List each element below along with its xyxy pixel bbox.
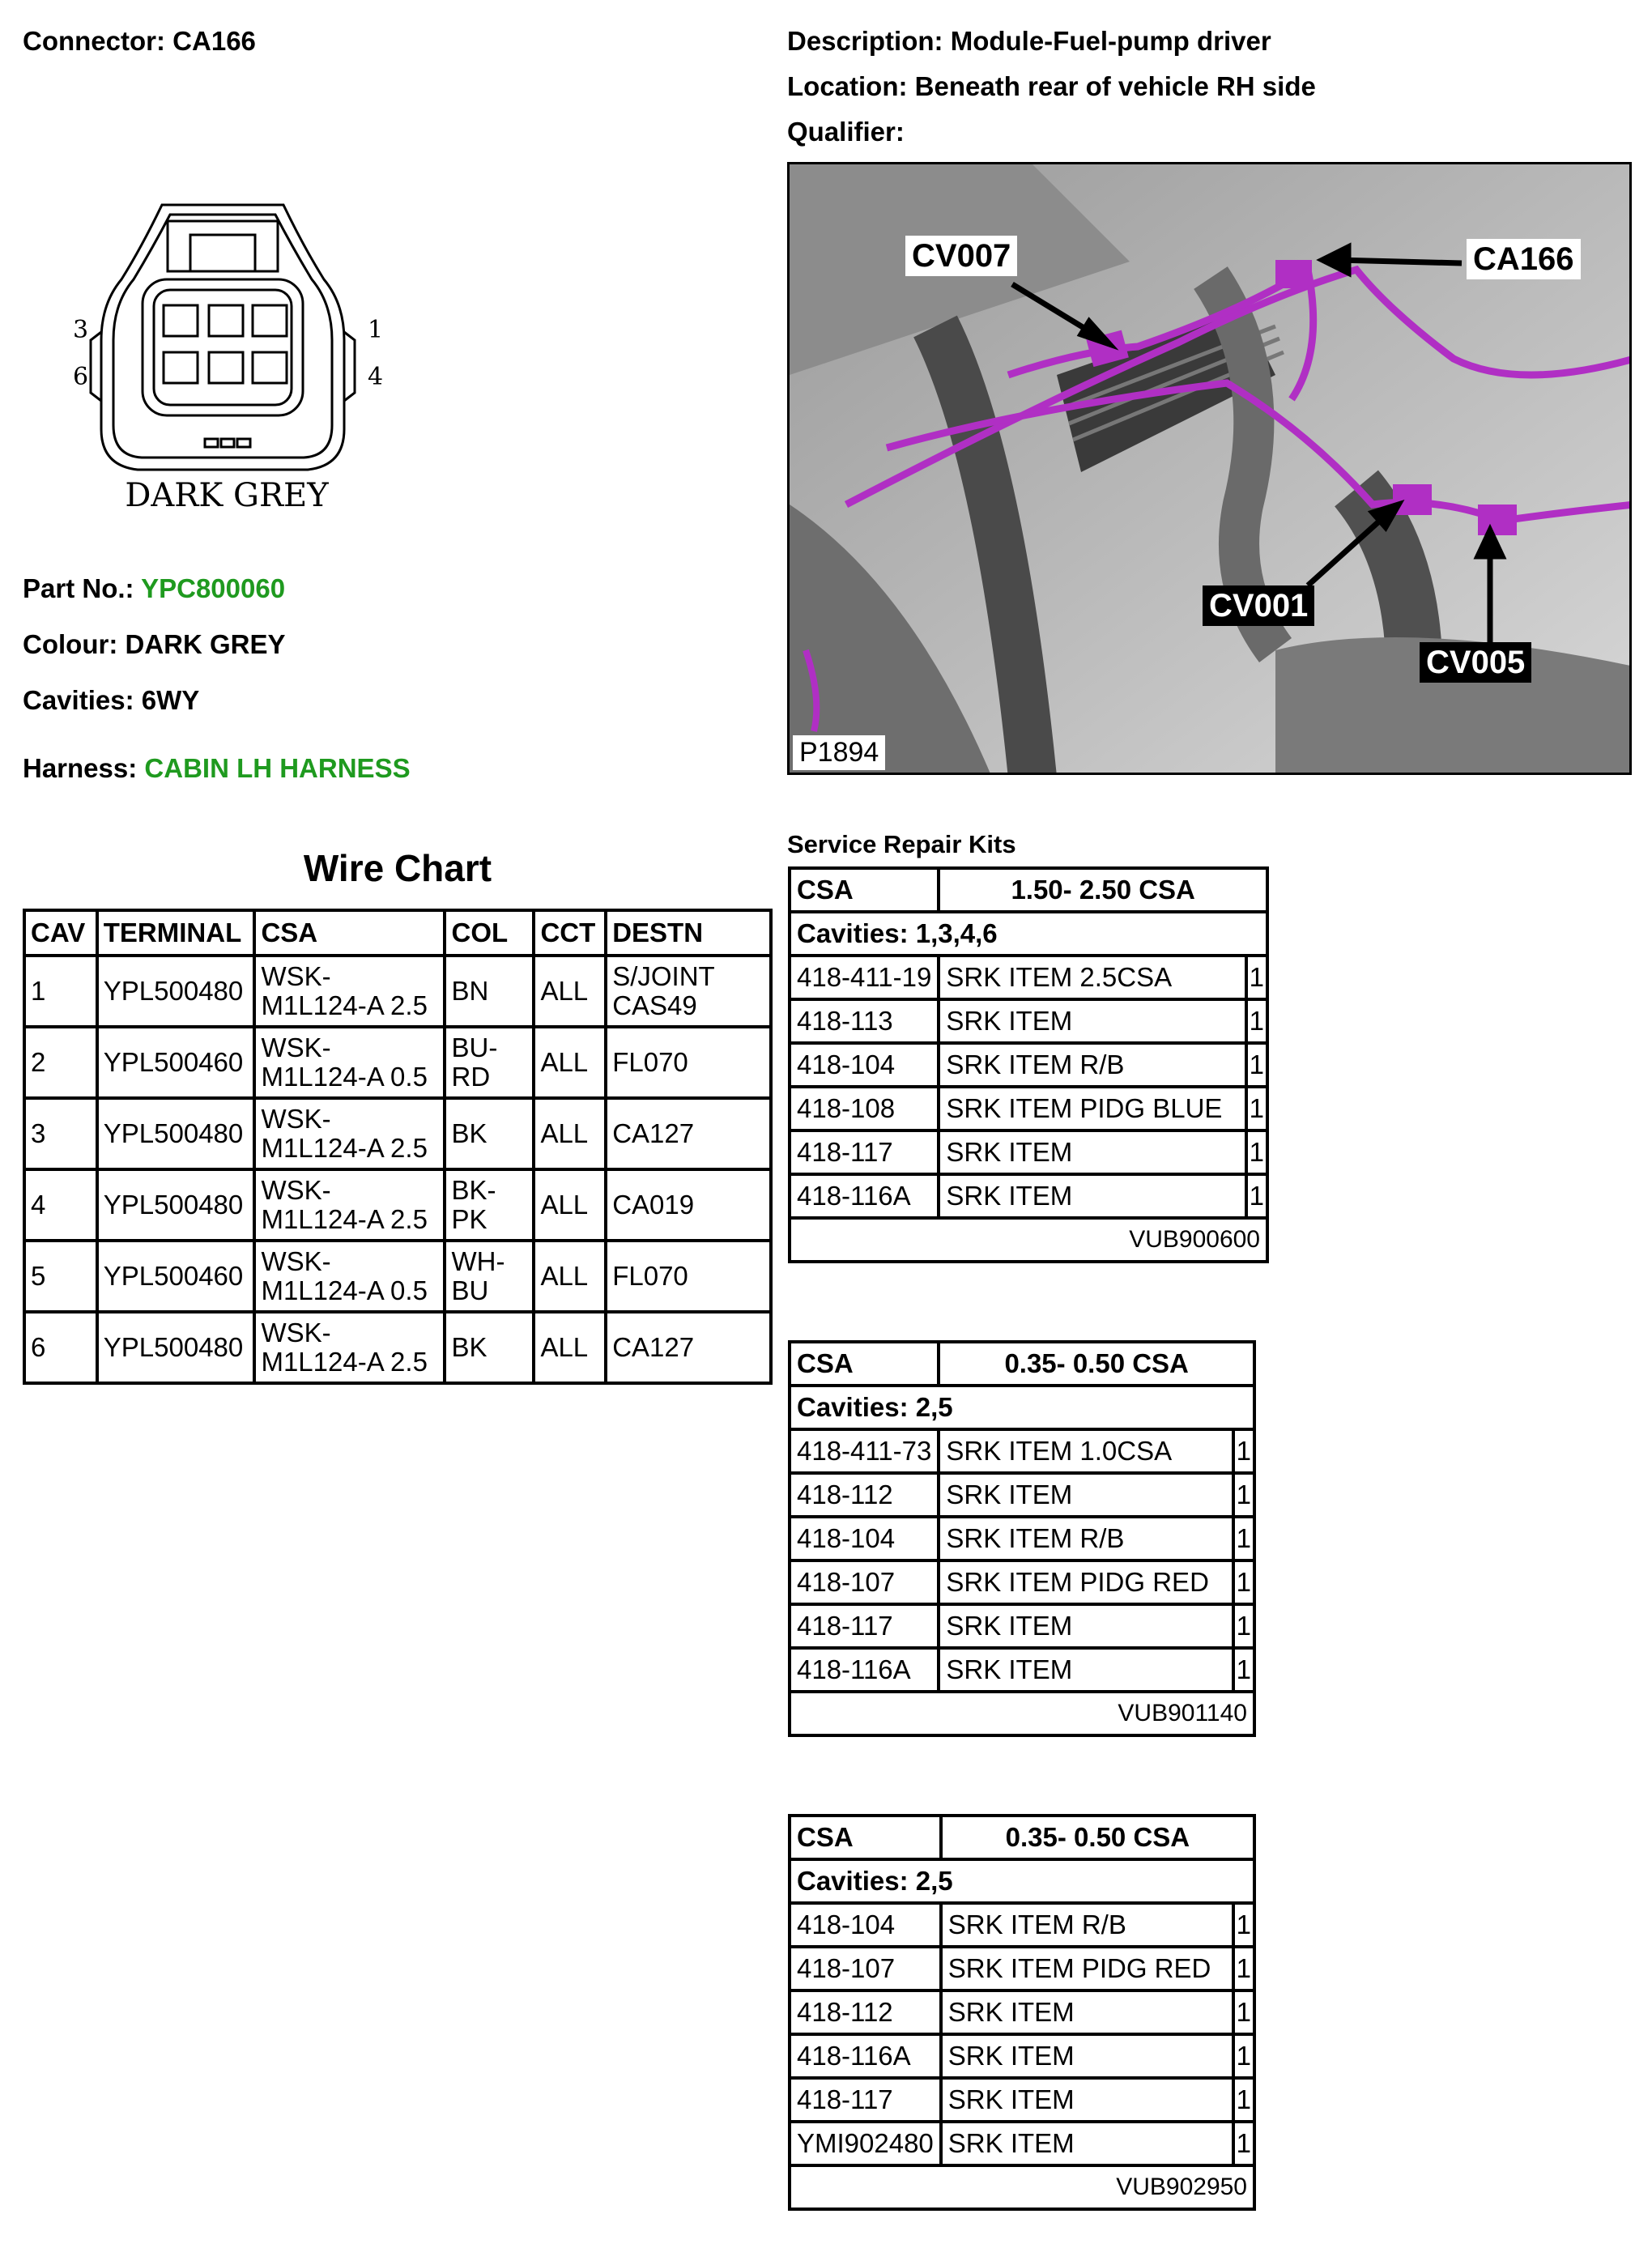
kit-item-desc: SRK ITEM: [941, 1990, 1233, 2034]
kit-item-row: [790, 2034, 1254, 2078]
callout-ca166: CA166: [1467, 239, 1581, 279]
kit-item-qty: 1: [1233, 1429, 1254, 1473]
kit-item-desc: SRK ITEM PIDG BLUE: [939, 1087, 1245, 1130]
kit-item-row: [790, 1174, 1267, 1218]
part-no-link[interactable]: YPC800060: [141, 573, 286, 603]
harness-link[interactable]: CABIN LH HARNESS: [144, 753, 411, 783]
kit-item-part: 418-113: [790, 999, 939, 1043]
harness-line: [23, 753, 411, 784]
kit-item-qty: 1: [1233, 1648, 1254, 1692]
kit-item-part: 418-117: [790, 1130, 939, 1174]
wire-chart-cell: WSK- M1L124-A 2.5: [254, 1169, 445, 1241]
location-line: [787, 71, 1316, 102]
wire-chart-row: [24, 1241, 771, 1312]
kit-item-desc: SRK ITEM: [941, 2034, 1233, 2078]
wire-chart-cell: WH- BU: [445, 1241, 534, 1312]
pin-label-3: 3: [73, 316, 89, 344]
kit-item-row: [790, 1130, 1267, 1174]
wire-chart-cell: ALL: [534, 1098, 606, 1169]
wire-chart-cell: BK- PK: [445, 1169, 534, 1241]
kit-item-part: 418-116A: [790, 2034, 941, 2078]
kit-cavities-row: [790, 1859, 1254, 1903]
wire-chart-header-cell: TERMINAL: [97, 910, 255, 956]
kit-item-row: [790, 1990, 1254, 2034]
kit-number: VUB902950: [790, 2165, 1254, 2209]
cavities-label: Cavities:: [23, 685, 134, 715]
kit-item-qty: 1: [1233, 1560, 1254, 1604]
wire-chart-cell: WSK- M1L124-A 0.5: [254, 1027, 445, 1098]
qualifier-label: Qualifier:: [787, 117, 905, 147]
wire-chart-cell: CA019: [606, 1169, 771, 1241]
kit-item-part: 418-411-19: [790, 956, 939, 999]
kit-number: VUB901140: [790, 1692, 1254, 1735]
wire-chart-cell: WSK- M1L124-A 2.5: [254, 956, 445, 1027]
kit-item-row: [790, 1560, 1254, 1604]
wire-chart-cell: BU- RD: [445, 1027, 534, 1098]
wire-chart-cell: WSK- M1L124-A 2.5: [254, 1098, 445, 1169]
connector-value: CA166: [172, 26, 256, 56]
kit-item-row: [790, 2122, 1254, 2165]
wire-chart-row: [24, 1098, 771, 1169]
kit-item-desc: SRK ITEM: [939, 1473, 1233, 1517]
kit-item-row: [790, 1604, 1254, 1648]
repair-kit-table-1: [788, 866, 1269, 1263]
wire-chart-cell: ALL: [534, 1169, 606, 1241]
kit-item-row: [790, 999, 1267, 1043]
kit-item-desc: SRK ITEM: [941, 2078, 1233, 2122]
srk-title: Service Repair Kits: [787, 830, 1016, 858]
wire-chart-cell: BK: [445, 1098, 534, 1169]
wire-chart-cell: 6: [24, 1312, 97, 1383]
description-value: Module-Fuel-pump driver: [950, 26, 1271, 56]
kit-item-qty: 1: [1233, 1903, 1254, 1947]
pin-label-4: 4: [368, 363, 384, 391]
wire-chart-cell: YPL500480: [97, 1169, 255, 1241]
kit-csa-range: 1.50- 2.50 CSA: [939, 868, 1267, 912]
wire-chart-cell: YPL500460: [97, 1241, 255, 1312]
pin-label-1: 1: [368, 316, 384, 344]
wire-chart-cell: 4: [24, 1169, 97, 1241]
connector-face-diagram: [65, 198, 389, 522]
callout-cv001: CV001: [1203, 585, 1314, 626]
wire-chart-cell: BK: [445, 1312, 534, 1383]
wire-chart-header-cell: CSA: [254, 910, 445, 956]
qualifier-line: [787, 117, 905, 147]
wire-chart-header-row: [24, 910, 771, 956]
wire-chart-cell: ALL: [534, 1312, 606, 1383]
wire-chart-body: [24, 956, 771, 1383]
kit-item-qty: 1: [1246, 1130, 1267, 1174]
wire-chart-cell: YPL500480: [97, 1312, 255, 1383]
part-no-line: [23, 573, 285, 604]
cavities-value: 6WY: [141, 685, 200, 715]
kit-item-part: 418-117: [790, 2078, 941, 2122]
kit-item-row: [790, 1903, 1254, 1947]
kit-item-part: YMI902480: [790, 2122, 941, 2165]
kit-csa-label: CSA: [790, 868, 939, 912]
kit-item-desc: SRK ITEM R/B: [939, 1043, 1245, 1087]
kit-item-desc: SRK ITEM R/B: [939, 1517, 1233, 1560]
kit-item-row: [790, 1517, 1254, 1560]
kit-item-row: [790, 1648, 1254, 1692]
kit-item-qty: 1: [1233, 1517, 1254, 1560]
wire-chart-cell: ALL: [534, 1241, 606, 1312]
kit-item-qty: 1: [1246, 1174, 1267, 1218]
wire-chart-cell: WSK- M1L124-A 0.5: [254, 1241, 445, 1312]
kit-number: VUB900600: [790, 1218, 1267, 1262]
wire-chart-row: [24, 1169, 771, 1241]
kit-item-part: 418-107: [790, 1947, 941, 1990]
kit-item-qty: 1: [1246, 999, 1267, 1043]
wire-chart-cell: ALL: [534, 956, 606, 1027]
wire-chart-title: Wire Chart: [303, 847, 492, 889]
kit-item-qty: 1: [1233, 2078, 1254, 2122]
kit-item-desc: SRK ITEM: [939, 1174, 1245, 1218]
kit-csa-row: [790, 1816, 1254, 1859]
wire-chart-row: [24, 956, 771, 1027]
cavities-line: [23, 685, 199, 716]
kit-item-part: 418-104: [790, 1903, 941, 1947]
wire-chart-cell: YPL500460: [97, 1027, 255, 1098]
location-photo: [787, 162, 1632, 775]
kit-number-row: [790, 1218, 1267, 1262]
kit-csa-range: 0.35- 0.50 CSA: [941, 1816, 1254, 1859]
wire-chart-cell: CA127: [606, 1098, 771, 1169]
kit-csa-range: 0.35- 0.50 CSA: [939, 1342, 1254, 1386]
kit-item-qty: 1: [1233, 1473, 1254, 1517]
kit-cavities-row: [790, 912, 1267, 956]
wire-chart-cell: 5: [24, 1241, 97, 1312]
wire-chart-header-cell: CAV: [24, 910, 97, 956]
wire-chart-header-cell: CCT: [534, 910, 606, 956]
kit-item-row: [790, 1429, 1254, 1473]
wire-chart-row: [24, 1312, 771, 1383]
kit-item-desc: SRK ITEM PIDG RED: [939, 1560, 1233, 1604]
colour-value: DARK GREY: [125, 629, 286, 659]
kit-item-desc: SRK ITEM R/B: [941, 1903, 1233, 1947]
kit-cavities-row: [790, 1386, 1254, 1429]
kit-item-desc: SRK ITEM: [941, 2122, 1233, 2165]
wire-chart-row: [24, 1027, 771, 1098]
kit-cavities: Cavities: 2,5: [790, 1386, 1254, 1429]
wire-chart-cell: 1: [24, 956, 97, 1027]
kit-number-row: [790, 1692, 1254, 1735]
kit-item-part: 418-104: [790, 1043, 939, 1087]
kit-csa-label: CSA: [790, 1342, 939, 1386]
wire-chart-header-cell: DESTN: [606, 910, 771, 956]
kit-item-row: [790, 2078, 1254, 2122]
wire-chart-cell: YPL500480: [97, 956, 255, 1027]
repair-kit-table-3: [788, 1814, 1256, 2211]
connector-label: Connector:: [23, 26, 165, 56]
diagram-colour-text: DARK GREY: [125, 477, 329, 514]
kit-csa-label: CSA: [790, 1816, 941, 1859]
wire-chart-cell: FL070: [606, 1027, 771, 1098]
kit-item-row: [790, 1473, 1254, 1517]
kit-item-part: 418-411-73: [790, 1429, 939, 1473]
wire-chart-table: [23, 909, 773, 1385]
kit-item-desc: SRK ITEM 2.5CSA: [939, 956, 1245, 999]
wire-chart-cell: YPL500480: [97, 1098, 255, 1169]
location-label: Location:: [787, 71, 908, 101]
kit-csa-row: [790, 1342, 1254, 1386]
kit-item-row: [790, 1087, 1267, 1130]
harness-label: Harness:: [23, 753, 138, 783]
wire-chart-cell: ALL: [534, 1027, 606, 1098]
kit-item-qty: 1: [1246, 956, 1267, 999]
kit-cavities: Cavities: 1,3,4,6: [790, 912, 1267, 956]
wire-chart-cell: 2: [24, 1027, 97, 1098]
kit-item-qty: 1: [1233, 1947, 1254, 1990]
wire-chart-cell: S/JOINT CAS49: [606, 956, 771, 1027]
kit-item-part: 418-112: [790, 1990, 941, 2034]
wire-chart-cell: BN: [445, 956, 534, 1027]
kit-item-part: 418-112: [790, 1473, 939, 1517]
repair-kit-table-2: [788, 1340, 1256, 1737]
part-no-label: Part No.:: [23, 573, 134, 603]
kit-item-desc: SRK ITEM: [939, 1130, 1245, 1174]
colour-line: [23, 629, 286, 660]
description-label: Description:: [787, 26, 943, 56]
colour-label: Colour:: [23, 629, 118, 659]
kit-item-qty: 1: [1246, 1043, 1267, 1087]
pin-label-6: 6: [73, 363, 89, 391]
kit-item-desc: SRK ITEM 1.0CSA: [939, 1429, 1233, 1473]
kit-item-qty: 1: [1233, 1990, 1254, 2034]
kit-item-part: 418-104: [790, 1517, 939, 1560]
kit-item-qty: 1: [1233, 2122, 1254, 2165]
callout-cv005: CV005: [1420, 642, 1531, 683]
kit-item-row: [790, 1947, 1254, 1990]
kit-item-qty: 1: [1246, 1087, 1267, 1130]
kit-cavities: Cavities: 2,5: [790, 1859, 1254, 1903]
kit-item-desc: SRK ITEM: [939, 1648, 1233, 1692]
kit-item-desc: SRK ITEM PIDG RED: [941, 1947, 1233, 1990]
wire-chart-header-cell: COL: [445, 910, 534, 956]
kit-item-part: 418-107: [790, 1560, 939, 1604]
wire-chart-cell: FL070: [606, 1241, 771, 1312]
location-value: Beneath rear of vehicle RH side: [914, 71, 1316, 101]
photo-ref: P1894: [793, 735, 885, 770]
description-line: [787, 26, 1271, 57]
kit-item-row: [790, 1043, 1267, 1087]
kit-item-row: [790, 956, 1267, 999]
kit-item-qty: 1: [1233, 1604, 1254, 1648]
kit-item-desc: SRK ITEM: [939, 1604, 1233, 1648]
kit-item-part: 418-116A: [790, 1648, 939, 1692]
kit-csa-row: [790, 868, 1267, 912]
kit-item-part: 418-116A: [790, 1174, 939, 1218]
kit-item-qty: 1: [1233, 2034, 1254, 2078]
connector-line: [23, 26, 256, 57]
callout-cv007: CV007: [905, 236, 1017, 276]
wire-chart-cell: 3: [24, 1098, 97, 1169]
wire-chart-cell: WSK- M1L124-A 2.5: [254, 1312, 445, 1383]
wire-chart-cell: CA127: [606, 1312, 771, 1383]
kit-number-row: [790, 2165, 1254, 2209]
kit-item-desc: SRK ITEM: [939, 999, 1245, 1043]
kit-item-part: 418-108: [790, 1087, 939, 1130]
kit-item-part: 418-117: [790, 1604, 939, 1648]
